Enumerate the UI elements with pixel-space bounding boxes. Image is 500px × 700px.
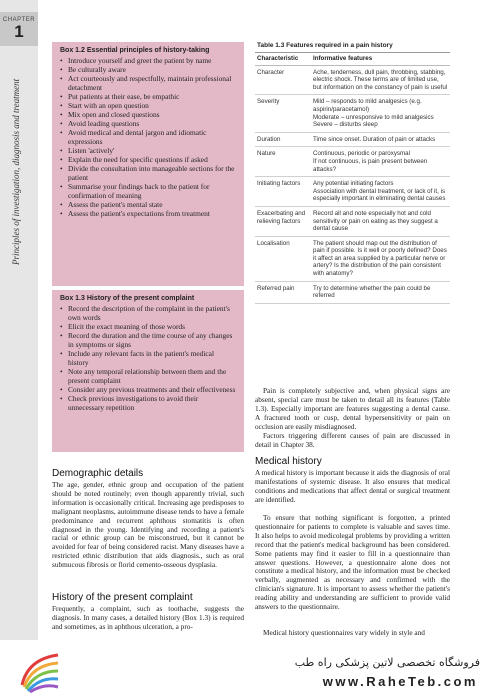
chapter-number: 1	[14, 22, 24, 41]
table-cell-characteristic: Nature	[255, 147, 311, 177]
list-item: • Act courteously and respectfully, maintain professional detachment	[60, 74, 236, 92]
table-cell-features: Any potential initiating factors Association with dental treatment, or lack of it, is especially important in eliminating dental causes	[311, 177, 450, 207]
chapter-tab	[0, 12, 38, 46]
table-cell-characteristic: Character	[255, 65, 311, 95]
chapter-label: CHAPTER	[2, 17, 36, 23]
table-cell-characteristic: Severity	[255, 95, 311, 132]
box-1-3-list	[52, 304, 244, 416]
table-cell-features: Mild – responds to mild analgesics (e.g. aspirin/paracetamol) Moderate – unresponsive to mild analgesics Severe – disturbs sleep	[311, 95, 450, 132]
table-header-characteristic: Characteristic	[255, 53, 311, 65]
para-medical-1: A medical history is important because it aids the diagnosis of oral manifestations of systemic disease. It also ensures that medical conditions and medications that affect dental or surgical treatment are identified.	[255, 468, 450, 504]
list-item: • Mix open and closed questions	[60, 110, 236, 119]
list-item: • Consider any previous treatments and their effectiveness	[60, 385, 236, 394]
table-cell-characteristic: Referred pain	[255, 281, 311, 303]
list-item: • Summarise your findings back to the patient for confirmation of meaning	[60, 182, 236, 200]
heading-present-complaint: History of the present complaint	[52, 592, 193, 603]
para-demographic: The age, gender, ethnic group and occupation of the patient should be noted routinely; even though apparently trivial, such information is occasionally critical. Increasing age predisposes to malignant neoplasms, autoimmune disease tends to have a female predominance and recurrent aphthous stomatitis is often diagnosed in the young. Identifying and recording a patient's racial or ethnic group can be misconstrued, but it cannot be avoided for fear of being considered racist. Many diseases have a restricted ethnic distribution that aids diagnosis., such as oral submucous fibrosis or florid cemento-osseous dysplasia.	[52, 480, 244, 570]
chapter-side-title-wrap	[9, 60, 29, 265]
list-item: • Record the description of the complaint in the patient's own words	[60, 304, 236, 322]
para-pain-1: Pain is completely subjective and, when physical signs are absent, special care must be taken to detail all its features (Table 1.3). Especially important are features suggesting a dental cause. A fractured tooth or cusp, dental hypersensitivity or pain on occlusion are easily misdiagnosed.	[255, 386, 450, 431]
box-1-3-title: Box 1.3 History of the present complaint	[60, 295, 195, 302]
table-row	[255, 95, 450, 132]
table-row	[255, 236, 450, 281]
list-item: • Assess the patient's expectations from treatment	[60, 209, 236, 218]
table-header-features: Informative features	[311, 53, 450, 65]
table-row	[255, 65, 450, 95]
list-item: • Check previous investigations to avoid their unnecessary repetition	[60, 394, 236, 412]
list-item: • Divide the consultation into manageable sections for the patient	[60, 164, 236, 182]
list-item: • Record the duration and the time course of any changes in symptoms or signs	[60, 331, 236, 349]
store-url[interactable]: www.RaheTeb.com	[322, 674, 478, 689]
table-row	[255, 132, 450, 147]
table-header-row	[255, 53, 450, 65]
list-item: • Elicit the exact meaning of those words	[60, 322, 236, 331]
table-1-3	[255, 40, 450, 304]
para-present-complaint: Frequently, a complaint, such as toothache, suggests the diagnosis. In many cases, a detailed history (Box 1.3) is required and sometimes, as in aphthous ulceration, a pro-	[52, 604, 244, 631]
box-1-2-title: Box 1.2 Essential principles of history-taking	[60, 47, 210, 54]
store-title: فروشگاه تخصصی لاتین پزشکی راه طب	[294, 656, 480, 669]
box-1-2	[52, 42, 244, 286]
table-cell-characteristic: Localisation	[255, 236, 311, 281]
list-item: • Listen 'actively'	[60, 146, 236, 155]
chapter-side-title: Principles of investigation, diagnosis and treatment	[11, 78, 21, 265]
table-1-3-title: Table 1.3 Features required in a pain history	[255, 40, 450, 53]
list-item: • Start with an open question	[60, 101, 236, 110]
table-cell-features: The patient should map out the distribution of pain if possible. Is it well or poorly defined? Does it affect an area supplied by a particular nerve or artery? Is the distribution of the pain consistent with anatomy?	[311, 236, 450, 281]
list-item: • Assess the patient's mental state	[60, 200, 236, 209]
list-item: • Put patients at their ease, be empathic	[60, 92, 236, 101]
table-row	[255, 177, 450, 207]
heading-medical-history: Medical history	[255, 456, 322, 467]
list-item: • Note any temporal relationship between them and the present complaint	[60, 367, 236, 385]
table-cell-features: Continuous, periodic or paroxysmal If not continuous, is pain present between attacks?	[311, 147, 450, 177]
table-cell-characteristic: Exacerbating and relieving factors	[255, 206, 311, 236]
table-row	[255, 147, 450, 177]
rahe-teb-logo-icon	[18, 649, 62, 693]
heading-demographic: Demographic details	[52, 468, 144, 479]
list-item: • Avoid medical and dental jargon and idiomatic expressions	[60, 128, 236, 146]
para-medical-2: To ensure that nothing significant is forgotten, a printed questionnaire for patients to complete is valuable and saves time. It also helps to avoid medicolegal problems by providing a written record that the patient's medical background has been considered. Some patients may find it easier to fill in a questionnaire than answer questions. However, a questionnaire alone does not constitute a medical history, and the information must be checked verbally, augmented as necessary and confirmed with the clinician's signature. It is important to assess whether the patient's reading ability and understanding are sufficient to provide valid answers to the questionnaire.	[255, 513, 450, 612]
table-row	[255, 281, 450, 303]
box-1-2-list	[52, 56, 244, 222]
table-cell-characteristic: Duration	[255, 132, 311, 147]
list-item: • Include any relevant facts in the patient's medical history	[60, 349, 236, 367]
table-body	[255, 65, 450, 303]
list-item: • Avoid leading questions	[60, 119, 236, 128]
table-cell-features: Try to determine whether the pain could be referred	[311, 281, 450, 303]
list-item: • Introduce yourself and greet the patient by name	[60, 56, 236, 65]
footer-banner	[0, 640, 500, 700]
para-pain-2: Factors triggering different causes of pain are discussed in detail in Chapter 38.	[255, 431, 450, 449]
table-row	[255, 206, 450, 236]
list-item: • Explain the need for specific questions if asked	[60, 155, 236, 164]
pain-features-table	[255, 53, 450, 304]
table-cell-features: Record all and note especially hot and cold sensitivity or pain on eating as they suggest a dental cause	[311, 206, 450, 236]
list-item: • Be culturally aware	[60, 65, 236, 74]
table-cell-features: Ache, tenderness, dull pain, throbbing, stabbing, electric shock. These terms are of limited use, but information on the constancy of pain is useful	[311, 65, 450, 95]
para-medical-3: Medical history questionnaires vary widely in style and	[263, 629, 425, 637]
box-1-3	[52, 290, 244, 452]
chapter-strip	[0, 0, 38, 640]
table-cell-features: Time since onset. Duration of pain or attacks	[311, 132, 450, 147]
table-cell-characteristic: Initiating factors	[255, 177, 311, 207]
